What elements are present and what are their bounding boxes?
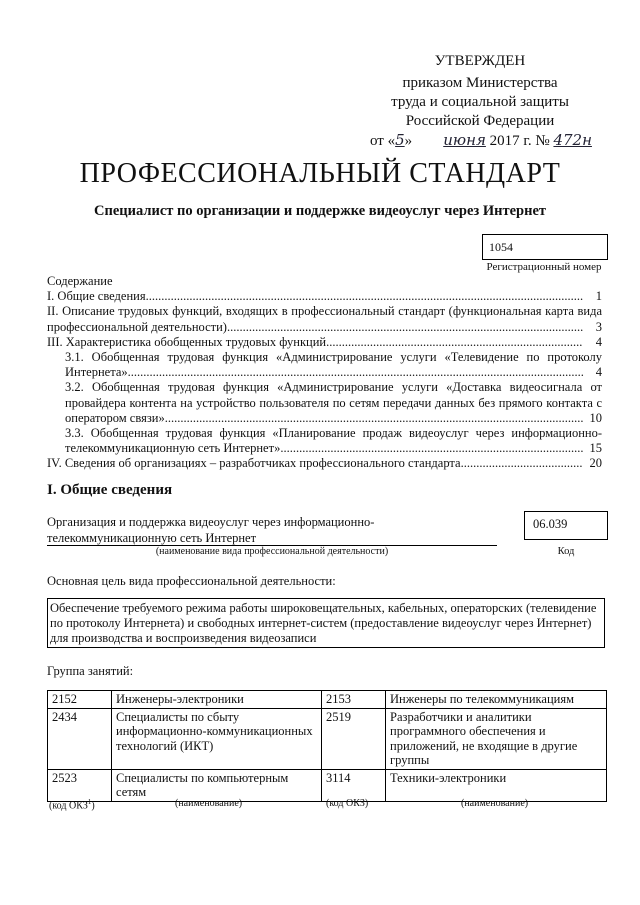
page-subtitle: Специалист по организации и поддержке видеоуслуг через Интернет	[94, 203, 546, 219]
occupation-name-cell: Специалисты по сбыту информационно-коммуникационных технологий (ИКТ)	[112, 708, 322, 769]
approval-line-2: труда и социальной защиты	[391, 94, 569, 110]
code-caption: Код	[557, 546, 575, 557]
order-month: июня	[443, 131, 486, 149]
page-title: ПРОФЕССИОНАЛЬНЫЙ СТАНДАРТ	[79, 158, 561, 189]
registration-number: 1054	[489, 240, 513, 254]
okz-code-cell: 2152	[48, 691, 112, 709]
caption-okz-1: (код ОКЗ$^1$)	[49, 798, 95, 812]
caption-name-1: (наименование)	[175, 798, 243, 809]
occupation-name-cell: Разработчики и аналитики программного обеспечения и приложений, не входящие в другие группы	[386, 708, 607, 769]
caption-name-2: (наименование)	[461, 798, 529, 809]
toc-item-page: 4	[595, 365, 602, 380]
toc-item-page: 1	[595, 289, 602, 304]
toc-item-page: 3	[595, 319, 602, 334]
activity-code-box	[524, 511, 608, 540]
order-sep: »	[404, 133, 413, 149]
toc-item-page: 10	[589, 410, 602, 425]
approval-block	[370, 52, 590, 151]
approval-line-3: Российской Федерации	[405, 113, 555, 129]
order-year: 2017 г. №	[489, 133, 550, 149]
toc-item-text: 3.1. Обобщенная трудовая функция «Администрирование услуги «Телевидение по протоколу Интернета»	[65, 350, 602, 380]
toc-item-text: IV. Сведения об организациях – разработчиках профессионального стандарта	[47, 456, 461, 471]
toc-item-3[interactable]: III. Характеристика обобщенных трудовых функций.................................................................................. 4	[47, 334, 602, 349]
table-row	[48, 691, 607, 709]
activity-caption: (наименование вида профессиональной деятельности)	[155, 546, 389, 557]
toc-item-1[interactable]: I. Общие сведения............................................................................................................................................ 1	[47, 289, 602, 304]
goal-label: Основная цель вида профессиональной деятельности:	[47, 574, 336, 588]
toc-item-text: 3.3. Обобщенная трудовая функция «Планирование продаж видеоуслуг через информационно-телекоммуникационную сеть Интернет»	[65, 426, 602, 456]
activity-name: Организация и поддержка видеоуслуг через информационно-телекоммуникационную сеть Интернет	[47, 515, 375, 545]
okz-code-cell: 2434	[48, 708, 112, 769]
approval-heading: УТВЕРЖДЕН	[434, 53, 526, 69]
toc-item-6[interactable]: 3.3. Обобщенная трудовая функция «Планирование продаж видеоуслуг через информационно-телекоммуникационную сеть Интернет»................................................................................................. 15	[65, 426, 602, 456]
toc-item-text: I. Общие сведения	[47, 289, 146, 304]
occupation-name-cell: Специалисты по компьютерным сетям	[112, 769, 322, 801]
toc-item-text: III. Характеристика обобщенных трудовых функций	[47, 334, 327, 349]
occupation-name-cell: Инженеры по телекоммуникациям	[386, 691, 607, 709]
registration-number-box	[482, 234, 608, 260]
okz-code-cell: 2519	[322, 708, 386, 769]
toc-item-4[interactable]: 3.1. Обобщенная трудовая функция «Администрирование услуги «Телевидение по протоколу Интернета».................................................................................................................................................. 4	[65, 350, 602, 380]
toc-item-5[interactable]: 3.2. Обобщенная трудовая функция «Администрирование услуги «Доставка видеосигнала от провайдера контента на устройство пользователя по сетям передачи данных без прямого контакта с оператором связи»...................................................................................................................................... 10	[65, 380, 602, 425]
okz-code-cell: 2523	[48, 769, 112, 801]
occupation-name-cell: Техники-электроники	[386, 769, 607, 801]
approval-line-1: приказом Министерства	[402, 75, 558, 91]
okz-code-cell: 2153	[322, 691, 386, 709]
registration-label: Регистрационный номер	[486, 261, 602, 273]
occupation-table	[47, 690, 607, 802]
okz-code-cell: 3114	[322, 769, 386, 801]
table-row	[48, 708, 607, 769]
order-line	[370, 131, 590, 151]
toc-item-2[interactable]: II. Описание трудовых функций, входящих в профессиональный стандарт (функциональная карта вида профессиональной деятельности).................................................................................................................. 3	[47, 304, 602, 334]
toc-item-text: 3.2. Обобщенная трудовая функция «Администрирование услуги «Доставка видеосигнала от провайдера контента на устройство пользователя по сетям передачи данных без прямого контакта с оператором связи»	[65, 380, 602, 425]
toc-item-page: 15	[589, 441, 602, 456]
occupation-name-cell: Инженеры-электроники	[112, 691, 322, 709]
toc-heading: Содержание	[47, 274, 113, 288]
caption-okz-2: (код ОКЗ)	[326, 798, 369, 809]
table-of-contents	[47, 274, 602, 472]
order-prefix: от «	[370, 133, 396, 149]
activity-code: 06.039	[533, 517, 568, 531]
toc-item-7[interactable]: IV. Сведения об организациях – разработчиках профессионального стандарта....................................... 20	[47, 456, 602, 471]
toc-item-text: II. Описание трудовых функций, входящих в профессиональный стандарт (функциональная карта вида профессиональной деятельности)	[47, 304, 602, 334]
toc-item-page: 20	[589, 456, 602, 471]
section-1-heading: I. Общие сведения	[47, 482, 173, 498]
table-row	[48, 769, 607, 801]
group-label: Группа занятий:	[47, 664, 134, 678]
toc-item-page: 4	[595, 334, 602, 349]
order-number: 472н	[553, 131, 592, 149]
order-day: 5	[395, 131, 405, 149]
goal-text: Обеспечение требуемого режима работы широковещательных, кабельных, операторских (телевидение по протоколу Интернета) и свободных интернет-систем (предоставление видеоуслуг через Интернет) для производства и воспроизведения видеозаписи	[47, 598, 605, 648]
